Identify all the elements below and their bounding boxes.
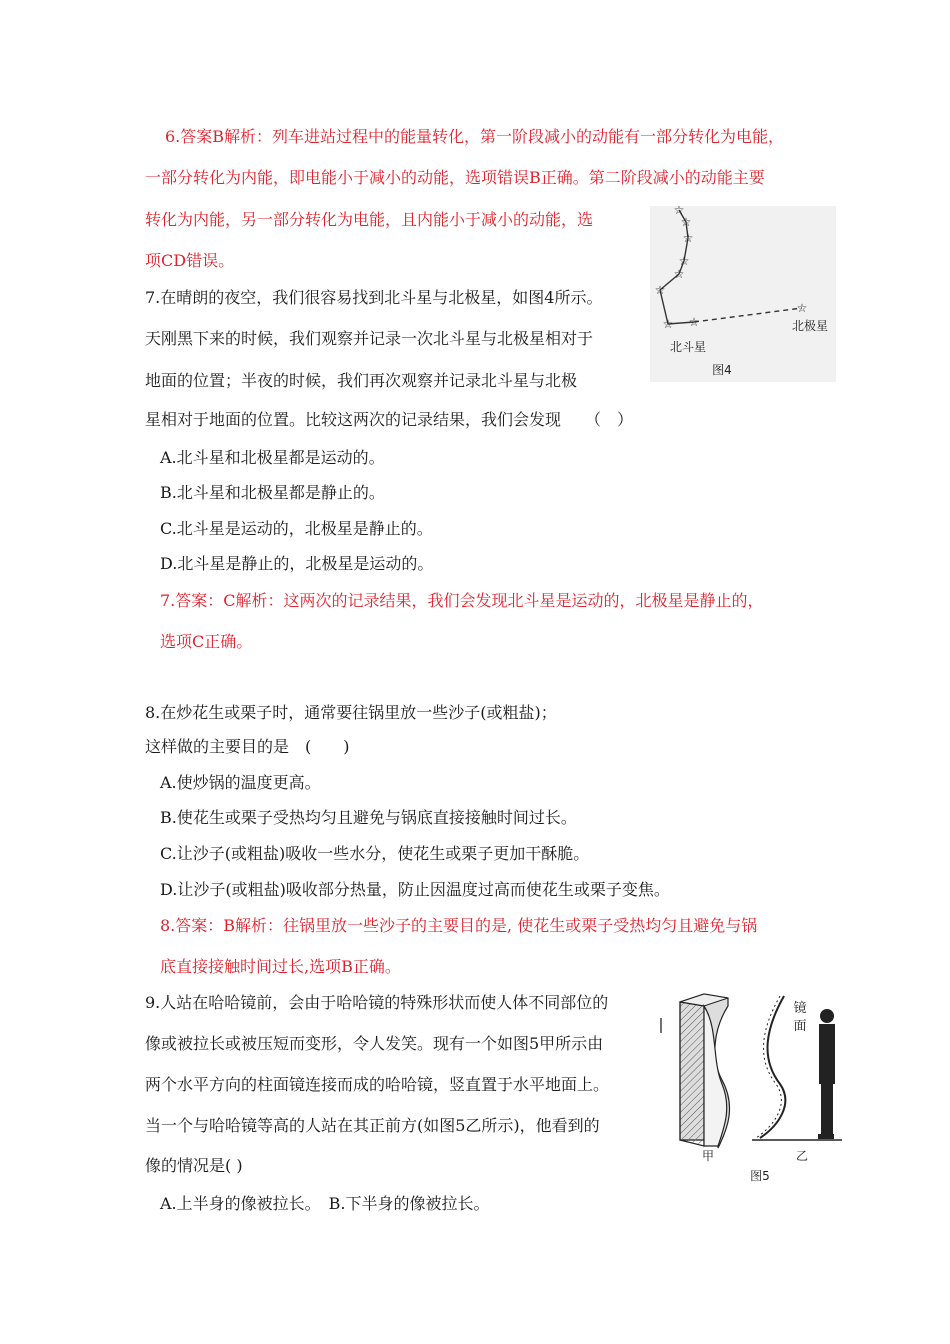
q8-stem-line-2: 这样做的主要目的是 ( ) [145, 737, 350, 756]
q8-option-d: D.让沙子(或粗盐)吸收部分热量，防止因温度过高而使花生或栗子变焦。 [160, 880, 670, 899]
svg-text:☆: ☆ [688, 315, 700, 329]
q7-answer-line-2: 选项C正确。 [160, 632, 253, 651]
svg-text:☆: ☆ [662, 317, 674, 331]
q6-answer-line-3: 转化为内能，另一部分转化为电能，且内能小于减小的动能，选 [145, 210, 594, 229]
svg-text:☆: ☆ [680, 215, 692, 229]
q6-answer-line-2: 一部分转化为内能，即电能小于减小的动能，选项错误B正确。第二阶段减小的动能主要 [145, 168, 765, 187]
q8-stem-line-1: 8.在炒花生或栗子时，通常要往锅里放一些沙子(或粗盐)； [145, 703, 557, 722]
svg-text:☆: ☆ [673, 206, 685, 217]
q9-stem-line-1: 9.人站在哈哈镜前，会由于哈哈镜的特殊形状而使人体不同部位的 [145, 993, 609, 1012]
figure-4 [650, 206, 836, 382]
q9-stem-line-5: 像的情况是( ) [145, 1156, 243, 1175]
q9-stem-line-4: 当一个与哈哈镜等高的人站在其正前方(如图5乙所示)，他看到的 [145, 1116, 600, 1135]
figure-5-caption: 图5 [750, 1169, 770, 1183]
q9-stem-line-3: 两个水平方向的柱面镜连接而成的哈哈镜，竖直置于水平地面上。 [145, 1075, 610, 1094]
label-polaris: 北极星 [791, 319, 829, 333]
q6-answer-line-4: 项CD错误。 [145, 251, 235, 270]
q8-option-c: C.让沙子(或粗盐)吸收一些水分，使花生或栗子更加干酥脆。 [160, 844, 590, 863]
q7-option-b: B.北斗星和北极星都是静止的。 [160, 483, 385, 502]
big-dipper-diagram [650, 206, 836, 382]
label-mirror-1: 镜 [793, 1001, 807, 1016]
figure-5 [656, 988, 856, 1188]
q7-option-c: C.北斗星是运动的，北极星是静止的。 [160, 519, 433, 538]
svg-text:☆: ☆ [796, 301, 808, 315]
funhouse-mirror-diagram [656, 988, 856, 1188]
q9-stem-line-2: 像或被拉长或被压短而变形，令人发笑。现有一个如图5甲所示由 [145, 1034, 604, 1053]
q7-stem-line-4: 星相对于地面的位置。比较这两次的记录结果，我们会发现 （ ） [145, 410, 634, 429]
figure-4-caption: 图4 [712, 363, 732, 377]
label-mirror-2: 面 [793, 1019, 807, 1034]
svg-text:☆: ☆ [678, 254, 690, 268]
label-jia: 甲 [701, 1149, 715, 1163]
q6-answer-line-1: 6.答案B解析：列车进站过程中的能量转化，第一阶段减小的动能有一部分转化为电能， [165, 127, 785, 146]
q9-options-line: A.上半身的像被拉长。 B.下半身的像被拉长。 [160, 1194, 490, 1213]
q7-stem-line-2: 天刚黑下来的时候，我们观察并记录一次北斗星与北极星相对于 [145, 329, 594, 348]
q7-answer-line-1: 7.答案：C解析：这两次的记录结果，我们会发现北斗星是运动的，北极星是静止的， [160, 591, 764, 610]
q8-answer-line-2: 底直接接触时间过长,选项B正确。 [160, 957, 401, 976]
q8-option-a: A.使炒锅的温度更高。 [160, 773, 321, 792]
label-big-dipper: 北斗星 [669, 340, 707, 354]
q7-stem-line-1: 7.在晴朗的夜空，我们很容易找到北斗星与北极星，如图4所示。 [145, 288, 603, 307]
q7-option-d: D.北斗星是静止的，北极星是运动的。 [160, 554, 434, 573]
q8-answer-line-1: 8.答案：B解析：往锅里放一些沙子的主要目的是, 使花生或栗子受热均匀且避免与锅 [160, 916, 758, 935]
svg-text:☆: ☆ [682, 231, 694, 245]
q7-option-a: A.北斗星和北极星都是运动的。 [160, 448, 385, 467]
label-yi: 乙 [795, 1149, 809, 1163]
q7-stem-line-3: 地面的位置；半夜的时候，我们再次观察并记录北斗星与北极 [145, 371, 578, 390]
svg-text:☆: ☆ [673, 267, 685, 281]
svg-text:☆: ☆ [654, 283, 666, 297]
q8-option-b: B.使花生或栗子受热均匀且避免与锅底直接接触时间过长。 [160, 808, 577, 827]
